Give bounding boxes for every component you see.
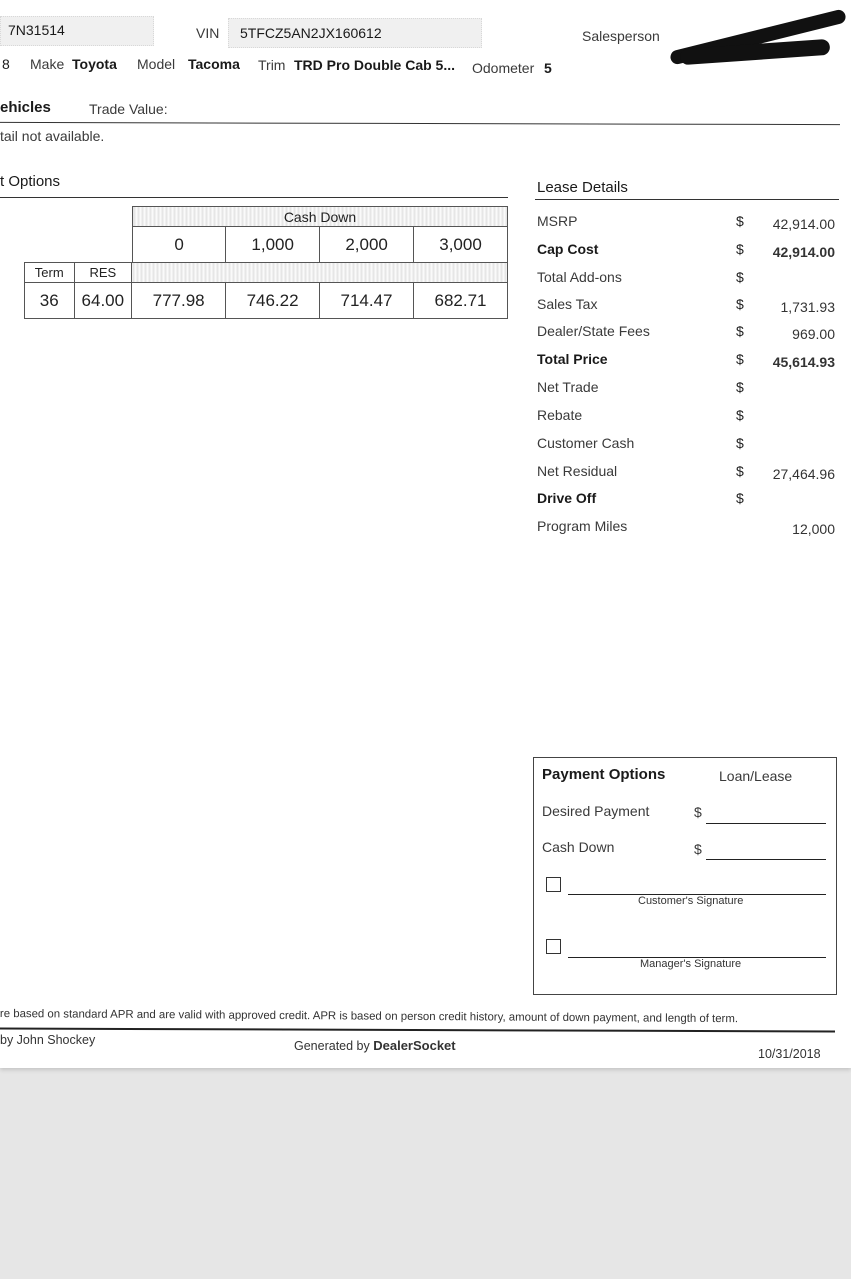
cash-down-option: 2,000 [320, 227, 414, 263]
trim-label: Trim [258, 57, 286, 73]
lease-row-currency: $ [736, 463, 744, 479]
lease-row [537, 518, 837, 540]
options-section-title: t Options [0, 173, 61, 190]
generated-by-label: Generated by [294, 1039, 370, 1053]
stock-number: 7N31514 [8, 22, 65, 38]
lease-details-title: Lease Details [537, 179, 628, 196]
prepared-by: by John Shockey [0, 1033, 96, 1047]
lease-row [537, 463, 837, 485]
lease-row-value: 12,000 [792, 521, 835, 537]
lease-details-divider [535, 199, 839, 200]
payment-options-title: Payment Options [542, 766, 666, 783]
manager-signature-checkbox[interactable] [546, 939, 561, 954]
lease-row-label: Cap Cost [537, 241, 599, 257]
payment-value: 746.22 [226, 283, 320, 319]
trade-divider [0, 122, 840, 125]
lease-row-currency: $ [736, 490, 744, 506]
lease-row-label: Total Add-ons [537, 269, 622, 285]
term-value: 36 [25, 283, 75, 319]
customer-signature-checkbox[interactable] [546, 877, 561, 892]
footer-divider [0, 1028, 835, 1033]
generated-by [294, 1038, 456, 1053]
lease-row-label: Dealer/State Fees [537, 323, 650, 339]
lease-row-currency: $ [736, 269, 744, 285]
lease-row [537, 435, 837, 457]
odometer-label: Odometer [472, 60, 535, 76]
lease-row-currency: $ [736, 213, 744, 229]
lease-row-currency: $ [736, 407, 744, 423]
payment-value: 682.71 [414, 283, 508, 319]
model-value: Tacoma [188, 56, 240, 72]
cash-down-header-table [132, 206, 508, 263]
odometer-value: 5 [544, 60, 552, 76]
report-date: 10/31/2018 [758, 1047, 821, 1061]
desired-payment-label: Desired Payment [542, 803, 650, 819]
cash-down-option: 1,000 [226, 227, 320, 263]
lease-row-value: 42,914.00 [772, 244, 835, 260]
payment-value: 714.47 [320, 283, 414, 319]
lease-row-value: 45,614.93 [772, 354, 835, 370]
lease-row-value: 969.00 [792, 326, 835, 342]
model-label: Model [137, 56, 176, 72]
lease-row-currency: $ [736, 351, 744, 367]
vin-value: 5TFCZ5AN2JX160612 [240, 25, 382, 41]
lease-row-label: Sales Tax [537, 296, 598, 312]
lease-row [537, 241, 837, 263]
lease-row [537, 323, 837, 345]
lease-row-currency: $ [736, 296, 744, 312]
lease-row [537, 490, 837, 512]
trade-value-label: Trade Value: [89, 101, 168, 117]
res-header: RES [74, 263, 132, 283]
cash-down-field-label: Cash Down [542, 839, 615, 855]
lease-row-label: Drive Off [537, 490, 597, 506]
make-label: Make [30, 56, 65, 72]
payment-options-box [533, 757, 837, 995]
cash-down-option: 3,000 [414, 227, 508, 263]
salesperson-label: Salesperson [582, 28, 660, 44]
lease-row-label: MSRP [537, 213, 578, 229]
make-value: Toyota [72, 56, 117, 72]
lease-row-label: Net Trade [537, 379, 599, 395]
trade-note: tail not available. [0, 128, 105, 144]
lease-row-label: Total Price [537, 351, 608, 367]
cash-down-dollar: $ [694, 841, 702, 857]
customer-signature-caption: Customer's Signature [638, 895, 744, 907]
cash-down-label: Cash Down [133, 207, 508, 227]
lease-row [537, 407, 837, 429]
lease-row-value: 1,731.93 [780, 299, 835, 315]
payment-grid-table [24, 262, 508, 319]
cash-down-option: 0 [133, 227, 226, 263]
payment-value: 777.98 [132, 283, 226, 319]
term-header: Term [25, 263, 75, 283]
lease-row-currency: $ [736, 379, 744, 395]
disclaimer-text: re based on standard APR and are valid with approved credit. APR is based on person credit history, amount of down payment, and length of term. [0, 1008, 739, 1026]
payment-type: Loan/Lease [719, 768, 793, 784]
vin-label: VIN [196, 25, 220, 41]
desired-payment-field[interactable] [706, 823, 826, 824]
desired-payment-dollar: $ [694, 804, 702, 820]
cash-down-field[interactable] [706, 859, 826, 860]
lease-row [537, 213, 837, 235]
lease-row-currency: $ [736, 435, 744, 451]
trim-value: TRD Pro Double Cab 5... [294, 57, 456, 73]
lease-row-label: Rebate [537, 407, 583, 423]
lease-row-label: Program Miles [537, 518, 628, 534]
lease-row [537, 296, 837, 318]
lease-row-label: Customer Cash [537, 435, 635, 451]
res-value: 64.00 [74, 283, 132, 319]
year-value: 8 [2, 56, 10, 72]
grid-header-band [132, 263, 508, 283]
lease-row-label: Net Residual [537, 463, 618, 479]
lease-row-currency: $ [736, 323, 744, 339]
lease-row-value: 27,464.96 [772, 466, 835, 482]
trade-section-title: ehicles [0, 99, 51, 116]
lease-row-value: 42,914.00 [772, 216, 835, 232]
lease-row [537, 269, 837, 291]
lease-row-currency: $ [736, 241, 744, 257]
options-divider [0, 197, 508, 198]
manager-signature-caption: Manager's Signature [640, 958, 742, 970]
lease-row [537, 379, 837, 401]
lease-row [537, 351, 837, 373]
generator-name: DealerSocket [373, 1038, 456, 1053]
